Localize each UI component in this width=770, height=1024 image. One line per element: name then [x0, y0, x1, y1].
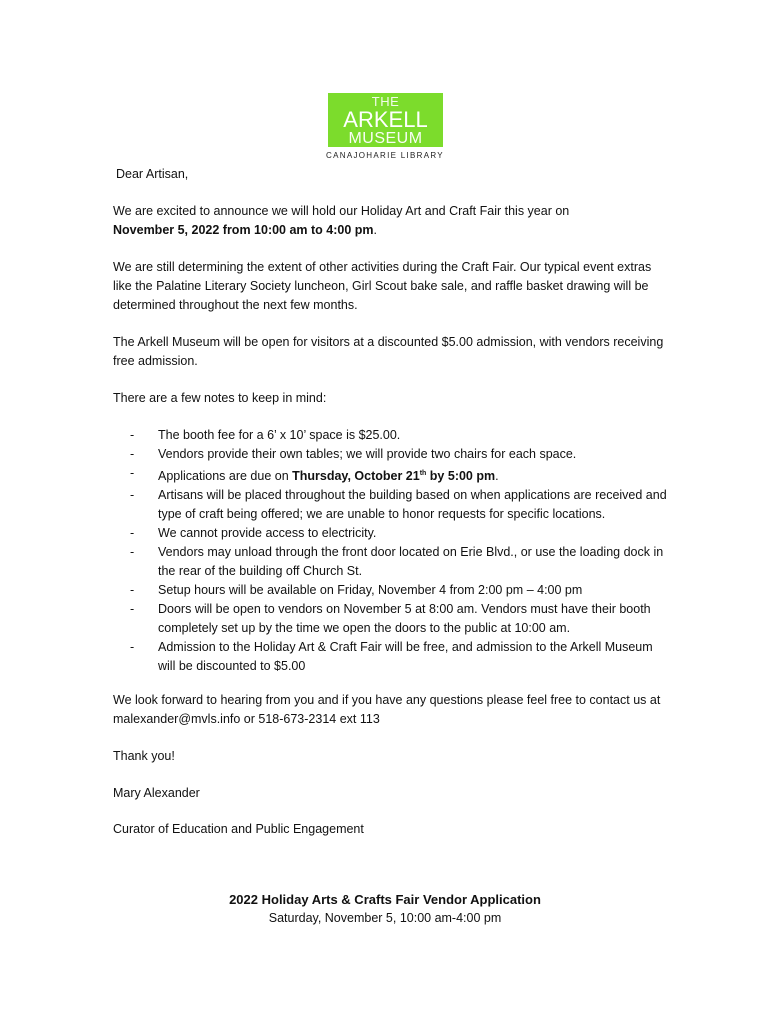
- signature-name: Mary Alexander: [113, 786, 200, 800]
- paragraph-announcement: [113, 202, 673, 240]
- application-title: 2022 Holiday Arts & Crafts Fair Vendor Application: [229, 892, 541, 907]
- list-dash: -: [130, 583, 135, 597]
- note-deadline-text: Applications are due on: [158, 469, 293, 483]
- note-tables: Vendors provide their own tables; we will provide two chairs for each space.: [158, 447, 577, 461]
- thanks-line: Thank you!: [113, 749, 175, 763]
- paragraph-notes-intro: There are a few notes to keep in mind:: [113, 391, 327, 405]
- list-item: [113, 543, 673, 581]
- note-fair-admission: Admission to the Holiday Art & Craft Fair will be free, and admission to the Arkell Museum will be discounted to $5.00: [158, 640, 653, 673]
- note-deadline-date: Thursday, October 21: [292, 469, 420, 483]
- note-deadline-time: by 5:00 pm: [426, 469, 496, 483]
- note-deadline-period: .: [495, 469, 499, 483]
- note-booth-fee: The booth fee for a 6’ x 10’ space is $25.00.: [158, 428, 401, 442]
- list-item: [113, 638, 673, 676]
- list-dash: -: [130, 545, 135, 559]
- paragraph-contact: We look forward to hearing from you and if you have any questions please feel free to contact us at malexander@mvls.info or 518-673-2314 ext 113: [113, 693, 661, 726]
- logo-museum-text: MUSEUM: [348, 130, 423, 147]
- note-doors-open: Doors will be open to vendors on November 5 at 8:00 am. Vendors must have their booth completely set up by the time we open the doors to the public at 10:00 am.: [158, 602, 651, 635]
- paragraph-activities: We are still determining the extent of other activities during the Craft Fair. Our typical event extras like the Palatine Literary Society luncheon, Girl Scout bake sale, and raffle basket drawing will be determined throughout the next few months.: [113, 260, 652, 312]
- list-dash: -: [130, 526, 135, 540]
- list-dash: -: [130, 428, 135, 442]
- event-date-time: November 5, 2022 from 10:00 am to 4:00 pm: [113, 223, 374, 237]
- list-dash: -: [130, 640, 135, 654]
- list-item: [113, 426, 673, 445]
- announcement-period: .: [373, 223, 378, 237]
- paragraph-admission: The Arkell Museum will be open for visitors at a discounted $5.00 admission, with vendors receiving free admission.: [113, 335, 664, 368]
- list-item: [113, 581, 673, 600]
- application-subtitle: Saturday, November 5, 10:00 am-4:00 pm: [268, 911, 502, 925]
- logo-the-text: THE: [371, 94, 400, 109]
- note-electricity: We cannot provide access to electricity.: [158, 526, 377, 540]
- signature-title: Curator of Education and Public Engagement: [113, 822, 364, 836]
- list-item: [113, 445, 673, 464]
- notes-list: [113, 426, 673, 676]
- logo-subtitle: CANAJOHARIE LIBRARY: [326, 151, 444, 160]
- list-dash: -: [130, 488, 135, 502]
- list-item: [113, 524, 673, 543]
- list-item: [113, 600, 673, 638]
- arkell-museum-logo: [328, 93, 443, 147]
- list-item: [113, 486, 673, 524]
- list-dash: -: [130, 602, 135, 616]
- greeting: Dear Artisan,: [116, 167, 189, 181]
- announcement-text: We are excited to announce we will hold our Holiday Art and Craft Fair this year on: [113, 204, 570, 218]
- note-unloading: Vendors may unload through the front door located on Erie Blvd., or use the loading dock in the rear of the building off Church St.: [158, 545, 664, 578]
- logo-arkell-text: ARKELL: [343, 107, 428, 132]
- list-dash: -: [130, 466, 135, 480]
- note-deadline-ordinal: th: [419, 470, 427, 477]
- note-setup-hours: Setup hours will be available on Friday, November 4 from 2:00 pm – 4:00 pm: [158, 583, 583, 597]
- note-placement: Artisans will be placed throughout the building based on when applications are received and type of craft being offered; we are unable to honor requests for specific locations.: [158, 488, 667, 521]
- list-dash: -: [130, 447, 135, 461]
- list-item: [113, 464, 673, 486]
